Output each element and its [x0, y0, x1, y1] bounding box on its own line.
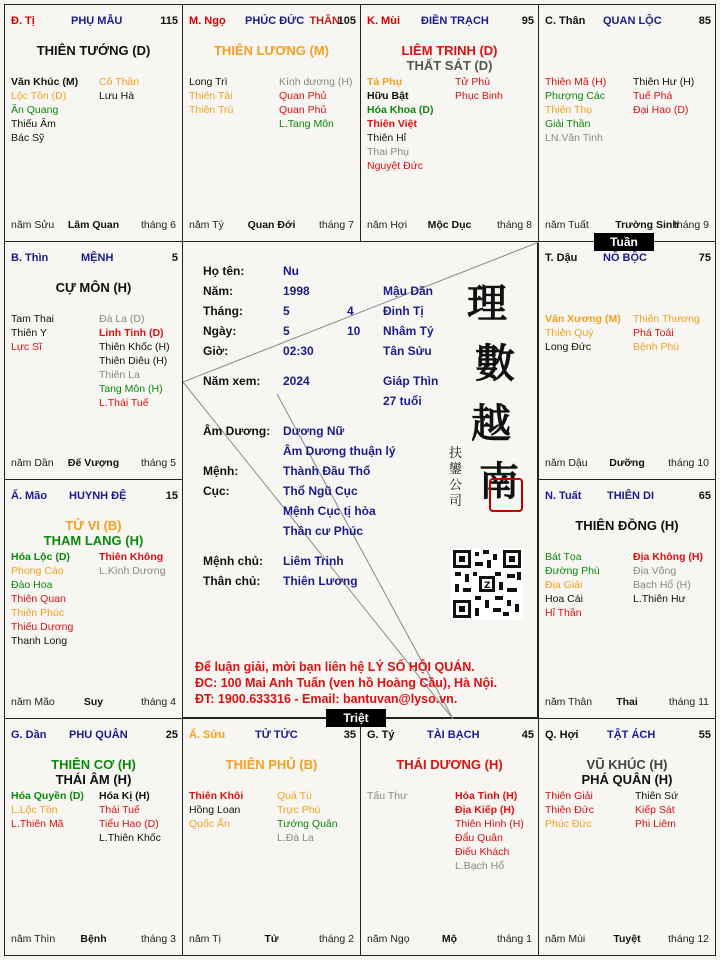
main-star: VŨ KHÚC (H)	[586, 757, 668, 772]
center-info-panel	[182, 241, 538, 718]
palace-canchi: Ấ. Sửu	[189, 729, 226, 741]
foot-year: năm Mùi	[545, 933, 586, 945]
foot-year: năm Sửu	[11, 219, 55, 231]
palace-age: 105	[337, 15, 356, 27]
star-item: L.Thái Tuế	[99, 397, 149, 409]
star-item: Tiểu Hao (D)	[99, 818, 159, 830]
star-item: Thiên Hình (H)	[455, 818, 524, 830]
label-thanchu: Thân chủ:	[203, 574, 261, 588]
palace-than	[538, 4, 716, 242]
star-item: Nguyệt Đức	[367, 160, 424, 172]
foot-stage: Đế Vượng	[67, 457, 120, 469]
star-item: Phá Toái	[633, 327, 674, 339]
foot-month: tháng 3	[140, 933, 176, 945]
star-item: Lực Sĩ	[11, 341, 42, 353]
star-item: Đường Phù	[545, 565, 600, 577]
star-item: Hỏa Tinh (H)	[455, 790, 518, 802]
star-item: Trực Phù	[277, 804, 321, 816]
star-item: Thiên Khôi	[189, 790, 244, 802]
star-item: Thiên Quý	[545, 327, 594, 339]
palace-dau	[538, 241, 716, 480]
star-item: Thiên Trù	[189, 104, 234, 116]
palace-canchi: K. Mùi	[367, 15, 400, 27]
palace-house: HUYNH ĐỆ	[69, 490, 127, 502]
star-item: Quan Phủ	[279, 90, 327, 102]
svg-text:Z: Z	[484, 581, 491, 591]
star-item: L.Kình Dương	[99, 565, 166, 577]
calligraphy-char: 理	[467, 280, 507, 327]
foot-year: năm Thìn	[11, 933, 56, 945]
star-item: Tấu Thư	[367, 790, 408, 802]
tuan-marker: Tuần	[594, 233, 654, 251]
palace-ti	[4, 4, 183, 242]
foot-month: tháng 12	[668, 933, 709, 945]
foot-stage: Bệnh	[80, 933, 107, 945]
star-item: Giải Thần	[545, 118, 591, 130]
star-item: Thiên Thọ	[545, 104, 593, 116]
star-item: L.Bạch Hổ	[455, 860, 505, 872]
value-amduong-2: Âm Dương thuận lý	[283, 444, 396, 458]
star-item: Quan Phủ	[279, 104, 327, 116]
value-thanchu: Thiên Lương	[283, 574, 358, 588]
star-item: Tử Phù	[455, 76, 491, 88]
palace-house: PHÚC ĐỨC	[245, 15, 305, 27]
palace-canchi: G. Tý	[367, 729, 395, 741]
main-star: THIÊN ĐỒNG (H)	[575, 518, 679, 533]
foot-month: tháng 7	[318, 219, 354, 231]
main-star-2: THẤT SÁT (D)	[406, 58, 493, 73]
star-item: Thiên Sứ	[635, 790, 679, 802]
value-gio: 02:30	[283, 344, 314, 358]
palace-age: 95	[521, 15, 534, 27]
value-thang-am: 4	[347, 304, 354, 318]
foot-stage: Trường Sinh	[615, 219, 679, 231]
palace-canchi: Q. Hợi	[545, 729, 579, 741]
palace-canchi: G. Dần	[11, 729, 47, 741]
palace-house: TỬ TỨC	[255, 729, 298, 741]
value-cuc-3: Thần cư Phúc	[283, 524, 364, 538]
star-item: Địa Giải	[545, 579, 583, 591]
star-item: Long Đức	[545, 341, 592, 353]
foot-stage: Tử	[264, 933, 279, 945]
palace-house: QUAN LỘC	[603, 15, 662, 27]
calligraphy-char: 數	[475, 340, 515, 387]
value-hoten: Nu	[283, 264, 299, 278]
seal-char: 公	[449, 478, 463, 493]
star-item: Thiếu Âm	[11, 118, 56, 130]
foot-stage: Quan Đới	[247, 219, 296, 231]
palace-age: 115	[160, 15, 178, 27]
main-star-2: THAM LANG (H)	[43, 533, 144, 548]
star-item: Quả Tú	[277, 790, 312, 802]
star-item: Thái Tuế	[99, 804, 140, 816]
label-menhchu: Mệnh chủ:	[203, 554, 263, 568]
seal-char: 司	[449, 494, 463, 509]
star-item: Hóa Quyền (D)	[11, 790, 84, 802]
star-item: Phi Liêm	[635, 818, 676, 830]
value-amduong: Dương Nữ	[283, 424, 345, 438]
star-item: Địa Không (H)	[633, 551, 703, 563]
star-item: Kiếp Sát	[635, 804, 675, 816]
value-nam-canchi: Mậu Dần	[383, 284, 434, 298]
label-ngay: Ngày:	[203, 324, 237, 338]
star-item: Hóa Khoa (D)	[367, 104, 434, 116]
main-star-2: THÁI ÂM (H)	[55, 772, 132, 787]
star-item: Tướng Quân	[277, 818, 338, 830]
palace-thin	[4, 241, 183, 480]
star-item: Hóa Lộc (D)	[11, 551, 70, 563]
star-item: Kình dương (H)	[279, 76, 353, 88]
star-item: Thiên Diêu (H)	[99, 355, 168, 367]
star-item: L.Lộc Tồn	[11, 804, 58, 816]
value-ngay-canchi: Nhâm Tý	[383, 324, 434, 338]
star-item: Bác Sỹ	[11, 132, 45, 144]
palace-suu	[182, 718, 361, 956]
star-item: Văn Khúc (M)	[11, 76, 79, 88]
star-item: Đào Hoa	[11, 579, 53, 591]
foot-stage: Mộ	[441, 933, 458, 945]
main-star: THIÊN LƯƠNG (M)	[213, 43, 330, 58]
foot-year: năm Mão	[11, 696, 55, 708]
foot-stage: Suy	[83, 696, 104, 708]
label-thang: Tháng:	[203, 304, 243, 318]
star-item: Thiên Không	[99, 551, 164, 563]
foot-month: tháng 1	[496, 933, 532, 945]
palace-age: 25	[165, 729, 178, 741]
value-menhchu: Liêm Trinh	[283, 554, 344, 568]
value-namxem: 2024	[283, 374, 310, 388]
palace-house: MỆNH	[81, 252, 114, 264]
star-item: Địa Kiếp (H)	[455, 804, 515, 816]
star-item: Thiên Tài	[189, 90, 233, 102]
value-namxem-canchi: Giáp Thìn	[383, 374, 439, 388]
palace-mui	[360, 4, 539, 242]
main-star: THIÊN TƯỚNG (D)	[36, 43, 151, 58]
foot-month: tháng 5	[140, 457, 176, 469]
star-item: L.Thiên Mã	[11, 818, 64, 830]
contact-line-3: ĐT: 1900.633316 - Email: bantuvan@lyso.vn.	[195, 692, 458, 706]
star-item: Văn Xương (M)	[545, 313, 621, 325]
foot-year: năm Thân	[545, 696, 593, 708]
star-item: Phúc Đức	[545, 818, 592, 830]
small-seal-text	[449, 446, 463, 510]
foot-year: năm Ngọ	[367, 933, 410, 945]
palace-canchi: M. Ngọ	[189, 15, 226, 27]
star-item: Thiếu Dương	[11, 621, 74, 633]
foot-stage: Mộc Dục	[427, 219, 472, 231]
palace-age: 85	[698, 15, 711, 27]
palace-ty	[360, 718, 539, 956]
star-item: Bát Tọa	[545, 551, 582, 563]
label-namxem: Năm xem:	[203, 374, 261, 388]
palace-age: 75	[698, 252, 711, 264]
main-star-2: PHÁ QUÂN (H)	[581, 772, 673, 787]
star-item: Thiên Quan	[11, 593, 66, 605]
qr-code-icon	[451, 548, 523, 620]
star-item: Thiên Giải	[545, 790, 593, 802]
label-amduong: Âm Dương:	[203, 424, 271, 438]
star-item: Hỉ Thần	[545, 607, 582, 619]
star-item: Hồng Loan	[189, 804, 241, 816]
than-marker: THÂN	[309, 15, 340, 27]
star-item: L.Tang Môn	[279, 118, 334, 130]
foot-year: năm Dậu	[545, 457, 588, 469]
palace-house: ĐIỀN TRẠCH	[421, 15, 489, 27]
star-item: Thiên Y	[11, 327, 47, 339]
value-thang: 5	[283, 304, 290, 318]
foot-year: năm Tị	[189, 933, 221, 945]
star-item: Hoa Cái	[545, 593, 583, 605]
star-item: Tam Thai	[11, 313, 54, 325]
star-item: Đà La (D)	[99, 313, 145, 325]
palace-canchi: Đ. Tị	[11, 15, 35, 27]
palace-age: 15	[165, 490, 178, 502]
value-tuoi: 27 tuổi	[383, 394, 422, 408]
palace-canchi: T. Dậu	[545, 252, 578, 264]
star-item: Lưu Hà	[99, 90, 135, 102]
main-star: TỬ VI (B)	[65, 518, 122, 533]
label-hoten: Họ tên:	[203, 264, 245, 278]
foot-month: tháng 6	[140, 219, 176, 231]
palace-mao	[4, 479, 183, 719]
label-gio: Giờ:	[203, 344, 229, 358]
star-item: L.Đà La	[277, 832, 314, 844]
star-item: Lộc Tồn (D)	[11, 90, 67, 102]
star-item: Bạch Hổ (H)	[633, 579, 691, 591]
palace-hoi	[538, 718, 716, 956]
contact-line-2: ĐC: 100 Mai Anh Tuấn (ven hồ Hoàng Cầu), Hà Nội.	[195, 676, 498, 690]
star-item: L.Thiên Hư	[633, 593, 686, 605]
star-item: Thiên Việt	[367, 118, 417, 130]
foot-month: tháng 11	[668, 696, 709, 708]
red-seal-stamp	[489, 478, 523, 512]
value-gio-canchi: Tân Sửu	[383, 344, 432, 358]
value-ngay-am: 10	[347, 324, 361, 338]
star-item: Đại Hao (D)	[633, 104, 689, 116]
palace-house: PHU QUÂN	[69, 729, 128, 741]
star-item: LN.Văn Tinh	[545, 132, 603, 144]
foot-stage: Lâm Quan	[67, 219, 120, 231]
star-item: Bệnh Phù	[633, 341, 680, 353]
foot-stage: Thai	[616, 696, 638, 708]
foot-stage: Dưỡng	[609, 457, 645, 469]
main-star: CỰ MÔN (H)	[55, 280, 132, 295]
main-star: THÁI DƯƠNG (H)	[396, 757, 503, 772]
value-nam: 1998	[283, 284, 310, 298]
calligraphy-char: 南	[479, 458, 519, 505]
palace-canchi: C. Thân	[545, 15, 586, 27]
star-item: Phong Cáo	[11, 565, 64, 577]
palace-dan	[4, 718, 183, 956]
label-cuc: Cục:	[203, 484, 230, 498]
star-item: Quốc Ấn	[189, 818, 230, 830]
palace-ngo	[182, 4, 361, 242]
foot-stage: Tuyệt	[613, 933, 641, 945]
palace-house: TÀI BẠCH	[427, 729, 480, 741]
palace-house: PHỤ MẪU	[71, 15, 123, 27]
seal-char: 鑾	[449, 462, 463, 477]
star-item: Địa Võng	[633, 565, 677, 577]
star-item: Thiên Mã (H)	[545, 76, 607, 88]
star-item: Hóa Kị (H)	[99, 790, 150, 802]
value-menh: Thành Đầu Thổ	[283, 464, 371, 478]
palace-canchi: N. Tuất	[545, 490, 582, 502]
star-item: Thiên Hư (H)	[633, 76, 695, 88]
value-ngay: 5	[283, 324, 290, 338]
star-item: Thiên Khốc (H)	[99, 341, 170, 353]
star-item: Phượng Các	[545, 90, 606, 102]
palace-age: 5	[171, 252, 178, 264]
star-item: Long Trì	[189, 76, 228, 88]
star-item: Tang Môn (H)	[99, 383, 163, 395]
palace-age: 55	[698, 729, 711, 741]
triet-marker: Triệt	[326, 709, 386, 727]
value-cuc: Thổ Ngũ Cục	[283, 484, 358, 498]
contact-line-1: Để luận giải, mời bạn liên hệ LÝ SỐ HỘI QUÁN.	[195, 660, 475, 674]
palace-tuat	[538, 479, 716, 719]
star-item: Tả Phụ	[367, 76, 403, 88]
main-star: THIÊN CƠ (H)	[51, 757, 136, 772]
seal-char: 扶	[449, 446, 463, 461]
star-item: Thai Phụ	[367, 146, 410, 158]
star-item: Phục Binh	[455, 90, 503, 102]
foot-year: năm Tý	[189, 219, 224, 231]
star-item: Thiên Phúc	[11, 607, 65, 619]
main-star: LIÊM TRINH (D)	[401, 43, 498, 58]
star-item: Thiên Thương	[633, 313, 700, 325]
label-menh: Mệnh:	[203, 464, 239, 478]
label-nam: Năm:	[203, 284, 234, 298]
calligraphy-char: 越	[471, 400, 511, 447]
foot-month: tháng 8	[496, 219, 532, 231]
palace-house: NÔ BỘC	[603, 252, 647, 264]
value-thang-canchi: Đinh Tị	[383, 304, 424, 318]
value-cuc-2: Mệnh Cục tị hòa	[283, 504, 376, 518]
star-item: Thiên La	[99, 369, 140, 381]
foot-month: tháng 9	[673, 219, 709, 231]
palace-age: 35	[343, 729, 356, 741]
star-item: Đẩu Quân	[455, 832, 503, 844]
foot-month: tháng 2	[318, 933, 354, 945]
palace-canchi: Ấ. Mão	[11, 490, 48, 502]
star-item: Hữu Bật	[367, 90, 409, 102]
star-item: Điếu Khách	[455, 846, 510, 858]
palace-canchi: B. Thìn	[11, 252, 49, 264]
star-item: Thanh Long	[11, 635, 68, 647]
star-item: Tuế Phá	[633, 90, 673, 102]
foot-year: năm Hợi	[367, 219, 408, 231]
palace-house: THIÊN DI	[607, 490, 655, 502]
star-item: Ân Quang	[11, 104, 59, 116]
star-item: L.Thiên Khốc	[99, 832, 161, 844]
foot-month: tháng 10	[668, 457, 709, 469]
star-item: Thiên Hỉ	[367, 132, 407, 144]
palace-age: 65	[698, 490, 711, 502]
star-item: Cô Thần	[99, 76, 140, 88]
palace-age: 45	[521, 729, 534, 741]
foot-year: năm Tuất	[545, 219, 589, 231]
foot-month: tháng 4	[140, 696, 176, 708]
star-item: Linh Tinh (D)	[99, 327, 164, 339]
foot-year: năm Dần	[11, 457, 54, 469]
palace-house: TẬT ÁCH	[607, 729, 656, 741]
star-item: Thiên Đức	[545, 804, 595, 816]
main-star: THIÊN PHỦ (B)	[225, 757, 318, 772]
